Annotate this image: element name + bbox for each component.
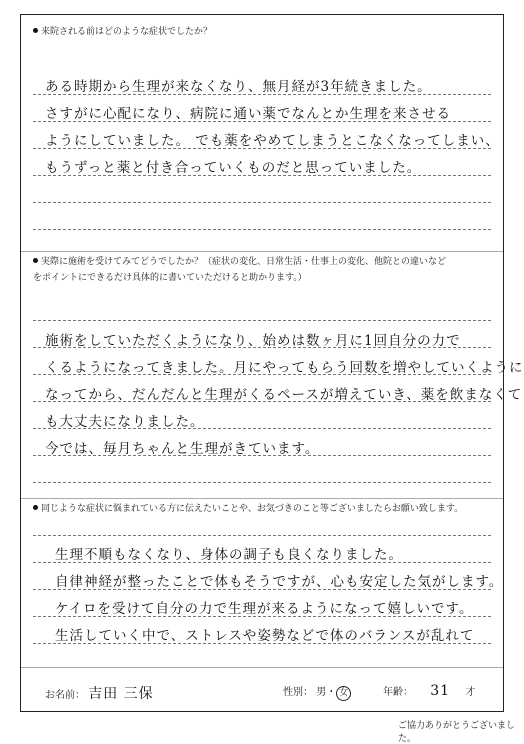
bullet-icon (33, 258, 38, 263)
gender-female-circled: 女 (336, 686, 351, 701)
bullet-icon (33, 28, 38, 33)
answer-3-line-1: 生理不順もなくなり、身体の調子も良くなりました。 (55, 547, 403, 563)
answer-1-line-1: ある時期から生理が来なくなり、無月経が3年続きました。 (45, 79, 432, 95)
name-field (45, 683, 154, 703)
answer-2-line-3: なってから、だんだんと生理がくるペースが増えていき、薬を飲まなくて (45, 387, 523, 403)
answer-2-line-2: くるようになってきました。月にやってもらう回数を増やしていくように (45, 360, 524, 376)
answer-1-line-2: さすがに心配になり、病院に通い薬でなんとか生理を来させる (45, 106, 451, 122)
answer-2-line-1: 施術をしていただくようになり、始めは数ヶ月に1回自分の力で (45, 333, 461, 349)
ruled-line (33, 94, 491, 95)
question-2: 実際に施術を受けてみてどうでしたか？（症状の変化、日常生活・仕事上の変化、他院との違いなど (33, 255, 446, 269)
answer-3-line-4: 生活していく中で、ストレスや姿勢などで体のバランスが乱れて (55, 628, 475, 644)
thanks-note: ご協力ありがとうございました。 (398, 721, 516, 744)
name-value: 吉田 三保 (88, 686, 154, 702)
gender-field (283, 683, 351, 701)
ruled-line (33, 616, 491, 617)
ruled-line (33, 148, 491, 149)
name-label: お名前： (45, 690, 85, 701)
answer-3-line-3: ケイロを受けて自分の力で生理が来るようになって嬉しいです。 (55, 601, 474, 617)
gender-separator: ・ (326, 687, 337, 698)
ruled-line (33, 121, 491, 122)
answer-1-line-4: もうずっと薬と付き合っていくものだと思っていました。 (45, 160, 422, 176)
age-label: 年齢： (383, 687, 413, 698)
ruled-line (33, 347, 491, 348)
ruled-line (33, 482, 491, 483)
section-divider (21, 667, 503, 668)
ruled-line (33, 428, 491, 429)
bullet-icon (33, 505, 38, 510)
answer-2-line-4: も大丈夫になりました。 (45, 414, 205, 430)
ruled-line (33, 320, 491, 321)
ruled-line (33, 202, 491, 203)
ruled-line (33, 589, 491, 590)
section-divider (21, 251, 503, 252)
age-unit: 才 (465, 687, 476, 698)
age-value: 31 (430, 683, 451, 699)
question-2-continued: をポイントにできるだけ具体的に書いていただけると助かります。） (33, 273, 307, 283)
questionnaire-sheet (20, 14, 524, 712)
ruled-line (33, 229, 491, 230)
age-field (383, 683, 475, 699)
ruled-line (33, 562, 491, 563)
gender-label: 性別： (283, 687, 313, 698)
answer-1-line-3: ようにしていました。 でも薬をやめてしまうとこなくなってしまい、 (45, 133, 500, 149)
question-1: 来院される前はどのような症状でしたか？ (33, 25, 212, 39)
ruled-line (33, 455, 491, 456)
ruled-line (33, 374, 491, 375)
answer-2-line-5: 今では、毎月ちゃんと生理がきています。 (45, 441, 320, 457)
answer-3-line-2: 自律神経が整ったことで体もそうですが、心も安定した気がします。 (55, 574, 504, 590)
ruled-line (33, 401, 491, 402)
ruled-line (33, 643, 491, 644)
ruled-line (33, 535, 491, 536)
gender-male: 男 (316, 687, 327, 698)
ruled-line (33, 175, 491, 176)
question-3: 同じような症状に悩まれている方に伝えたいことや、お気づきのこと等ございましたらお願い致します。 (33, 502, 463, 516)
section-divider (21, 498, 503, 499)
